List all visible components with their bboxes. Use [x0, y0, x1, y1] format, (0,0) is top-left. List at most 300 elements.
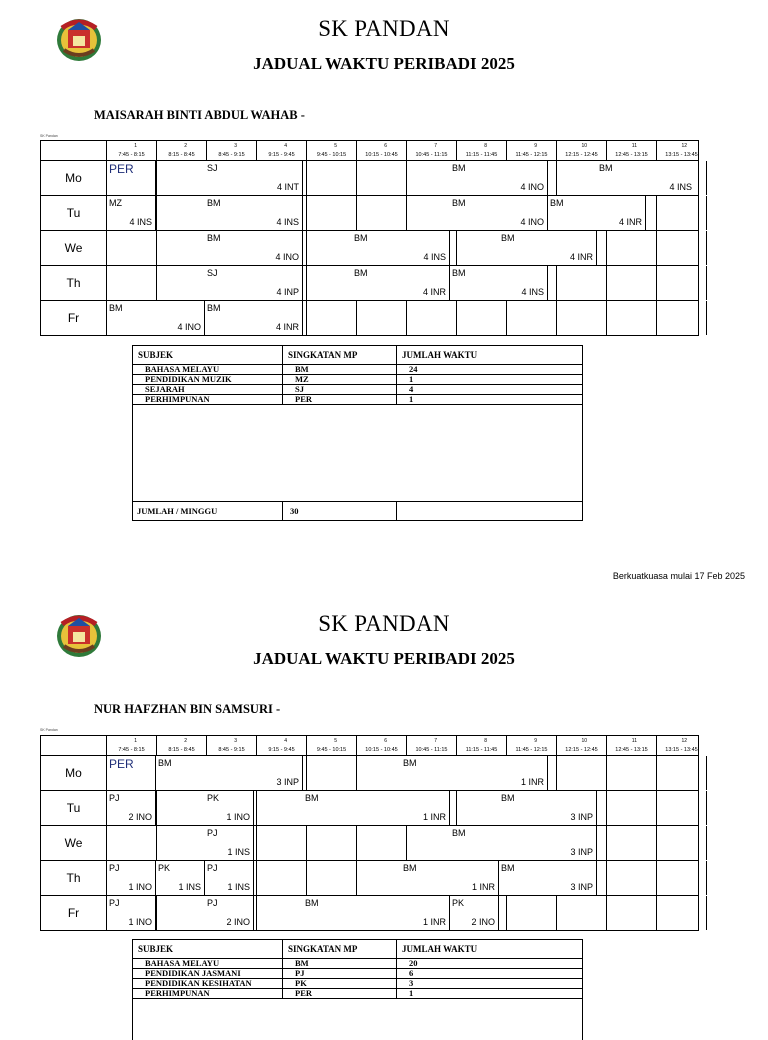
day-label: Th — [41, 861, 107, 895]
lesson-class: 4 INP — [276, 287, 299, 297]
timetable-cell — [607, 791, 657, 825]
period-header — [457, 736, 507, 755]
period-header — [557, 141, 607, 160]
period-time: 9:15 - 9:45 — [268, 747, 295, 753]
lesson-block — [303, 896, 450, 930]
timetable-cell — [407, 301, 457, 335]
lesson-block — [450, 161, 548, 195]
timetable-cell — [607, 826, 657, 860]
period-number: 8 — [484, 738, 487, 744]
summary-header — [133, 940, 582, 959]
lesson-block — [450, 196, 548, 230]
lesson-class: 2 INO — [226, 917, 250, 927]
periods-cell: 1 — [409, 374, 414, 384]
timetable-cell — [257, 861, 307, 895]
lesson-class: 4 INS — [129, 217, 152, 227]
day-label: We — [41, 826, 107, 860]
timetable-cell — [307, 161, 357, 195]
period-number: 4 — [284, 143, 287, 149]
lesson-subject: BM — [354, 233, 368, 243]
lesson-class: 4 INR — [569, 252, 593, 262]
effective-date-note: Berkuatkuasa mulai 17 Feb 2025 — [612, 571, 745, 581]
day-row — [41, 196, 698, 231]
lesson-class: 1 INO — [226, 812, 250, 822]
period-header — [357, 141, 407, 160]
lesson-subject: PK — [207, 793, 220, 803]
period-header — [207, 736, 257, 755]
subject-cell: PERHIMPUNAN — [133, 989, 283, 998]
period-header — [657, 141, 706, 160]
period-time: 7:45 - 8:15 — [118, 747, 145, 753]
period-number: 6 — [384, 738, 387, 744]
day-label: Tu — [41, 196, 107, 230]
timetable-cell — [307, 756, 357, 790]
lesson-subject: BM — [207, 303, 221, 313]
header-corner — [41, 141, 107, 160]
lesson-subject: BM — [354, 268, 368, 278]
period-number: 5 — [334, 143, 337, 149]
period-header — [257, 736, 307, 755]
timetable-cell — [507, 896, 557, 930]
timetable-cell — [457, 301, 507, 335]
day-row — [41, 826, 698, 861]
lesson-class: 2 INO — [471, 917, 495, 927]
lesson-subject: BM — [305, 898, 319, 908]
day-label: We — [41, 231, 107, 265]
lesson-class: 2 INO — [128, 812, 152, 822]
lesson-block — [107, 861, 156, 895]
table-row — [133, 395, 582, 405]
periods-cell: 6 — [409, 968, 414, 978]
lesson-block — [205, 896, 254, 930]
lesson-block — [107, 756, 156, 790]
period-number: 3 — [234, 738, 237, 744]
period-time: 8:15 - 8:45 — [168, 152, 195, 158]
lesson-subject: BM — [501, 793, 515, 803]
lesson-class: 4 INR — [275, 322, 299, 332]
timetable-cell — [307, 861, 357, 895]
school-name: SK PANDAN — [318, 16, 450, 41]
period-time: 8:15 - 8:45 — [168, 747, 195, 753]
periods-cell: 1 — [409, 988, 414, 998]
period-number: 11 — [631, 143, 637, 149]
timetable-cell — [607, 861, 657, 895]
timetable-cell — [357, 756, 407, 790]
abbreviation-cell: BM — [283, 365, 397, 374]
period-time: 10:45 - 11:15 — [415, 152, 448, 158]
day-row — [41, 896, 698, 930]
day-row — [41, 861, 698, 896]
subject-summary-table — [132, 345, 583, 521]
subject-cell: PENDIDIKAN JASMANI — [133, 969, 283, 978]
teacher-name: MAISARAH BINTI ABDUL WAHAB - — [94, 108, 305, 122]
timetable-cell — [357, 826, 407, 860]
periods-cell: 1 — [409, 394, 414, 404]
timetable-cell — [607, 896, 657, 930]
lesson-block — [499, 861, 597, 895]
lesson-subject: PK — [452, 898, 465, 908]
lesson-subject: SJ — [207, 163, 218, 173]
lesson-block — [450, 896, 499, 930]
subject-cell: PENDIDIKAN KESIHATAN — [133, 979, 283, 988]
timetable-cell — [607, 266, 657, 300]
lesson-class: 4 INO — [520, 182, 544, 192]
lesson-block — [499, 791, 597, 825]
subject-cell: BAHASA MELAYU — [133, 365, 283, 374]
lesson-subject: PJ — [109, 793, 120, 803]
lesson-block — [548, 196, 646, 230]
timetable-cell — [157, 161, 207, 195]
abbreviation-cell: PER — [283, 989, 397, 998]
lesson-subject: PER — [109, 162, 134, 176]
period-header — [157, 736, 207, 755]
timetable-cell — [257, 826, 307, 860]
lesson-class: 3 INP — [570, 847, 593, 857]
day-label: Th — [41, 266, 107, 300]
lesson-subject: BM — [158, 758, 172, 768]
table-row — [133, 989, 582, 999]
lesson-block — [205, 861, 254, 895]
lesson-class: 1 INO — [128, 917, 152, 927]
timetable-cell — [657, 196, 707, 230]
period-number: 7 — [434, 143, 437, 149]
header-corner — [41, 736, 107, 755]
period-header — [457, 141, 507, 160]
lesson-class: 1 INO — [128, 882, 152, 892]
period-number: 8 — [484, 143, 487, 149]
lesson-class: 4 INO — [520, 217, 544, 227]
lesson-class: 1 INR — [520, 777, 544, 787]
lesson-subject: BM — [452, 828, 466, 838]
lesson-block — [352, 231, 450, 265]
day-row — [41, 301, 698, 335]
header-total-periods: JUMLAH WAKTU — [402, 944, 478, 954]
day-row — [41, 266, 698, 301]
period-header — [107, 736, 157, 755]
lesson-block — [156, 756, 303, 790]
period-number: 12 — [681, 143, 687, 149]
lesson-subject: BM — [109, 303, 123, 313]
timetable-header-row — [41, 141, 698, 161]
timetable-cell — [507, 301, 557, 335]
timetable-cell — [157, 791, 207, 825]
timetable-cell — [657, 861, 707, 895]
timetable-cell — [307, 301, 357, 335]
lesson-subject: BM — [452, 163, 466, 173]
total-empty — [397, 502, 582, 520]
timetable-cell — [607, 756, 657, 790]
timetable-heading: JADUAL WAKTU PERIBADI 2025 — [253, 54, 515, 73]
timetable-cell — [257, 896, 307, 930]
lesson-block — [450, 266, 548, 300]
period-time: 12:15 - 12:45 — [565, 152, 598, 158]
timetable-cell — [307, 231, 357, 265]
period-header — [207, 141, 257, 160]
small-label: SK Pandan — [40, 728, 58, 732]
lesson-subject: BM — [403, 758, 417, 768]
day-label: Fr — [41, 896, 107, 930]
timetable-cell — [657, 231, 707, 265]
header-subject: SUBJEK — [133, 940, 283, 958]
subject-cell: BAHASA MELAYU — [133, 959, 283, 968]
period-header — [257, 141, 307, 160]
periods-cell: 20 — [409, 958, 418, 968]
period-number: 9 — [534, 143, 537, 149]
period-number: 7 — [434, 738, 437, 744]
period-time: 7:45 - 8:15 — [118, 152, 145, 158]
period-header — [607, 141, 657, 160]
summary-total-row — [133, 501, 582, 520]
lesson-subject: BM — [403, 863, 417, 873]
period-time: 8:45 - 9:15 — [218, 152, 245, 158]
lesson-block — [156, 861, 205, 895]
lesson-block — [107, 161, 156, 195]
lesson-block — [205, 231, 303, 265]
timetable-header-row — [41, 736, 698, 756]
abbreviation-cell: PER — [283, 395, 397, 404]
table-row — [133, 375, 582, 385]
lesson-block — [401, 861, 499, 895]
timetable-cell — [107, 826, 157, 860]
lesson-class: 1 INR — [422, 812, 446, 822]
lesson-block — [205, 301, 303, 335]
lesson-class: 4 INS — [423, 252, 446, 262]
period-number: 2 — [184, 738, 187, 744]
period-time: 11:15 - 11:45 — [465, 747, 498, 753]
period-time: 11:15 - 11:45 — [465, 152, 498, 158]
lesson-block — [499, 231, 597, 265]
timetable-cell — [157, 896, 207, 930]
period-number: 2 — [184, 143, 187, 149]
lesson-block — [597, 161, 695, 195]
day-label: Mo — [41, 161, 107, 195]
lesson-block — [205, 196, 303, 230]
abbreviation-cell: PJ — [283, 969, 397, 978]
header-abbreviation: SINGKATAN MP — [283, 940, 397, 958]
small-label: SK Pandan — [40, 134, 58, 138]
lesson-block — [401, 756, 548, 790]
period-header — [107, 141, 157, 160]
lesson-subject: BM — [305, 793, 319, 803]
timetable-cell — [307, 196, 357, 230]
period-header — [407, 141, 457, 160]
lesson-subject: SJ — [207, 268, 218, 278]
timetable-cell — [557, 301, 607, 335]
lesson-class: 4 INO — [275, 252, 299, 262]
abbreviation-cell: MZ — [283, 375, 397, 384]
abbreviation-cell: BM — [283, 959, 397, 968]
lesson-block — [107, 301, 205, 335]
period-header — [507, 736, 557, 755]
timetable-cell — [607, 301, 657, 335]
lesson-class: 1 INR — [422, 917, 446, 927]
day-row — [41, 791, 698, 826]
lesson-block — [107, 791, 156, 825]
lesson-subject: BM — [550, 198, 564, 208]
lesson-class: 1 INR — [471, 882, 495, 892]
day-row — [41, 161, 698, 196]
abbreviation-cell: PK — [283, 979, 397, 988]
timetable-cell — [357, 301, 407, 335]
header-subject: SUBJEK — [133, 346, 283, 364]
period-time: 11:45 - 12:15 — [515, 747, 548, 753]
timetable-cell — [107, 231, 157, 265]
lesson-class: 3 INP — [276, 777, 299, 787]
period-time: 8:45 - 9:15 — [218, 747, 245, 753]
timetable-grid — [40, 735, 699, 931]
period-number: 1 — [134, 738, 137, 744]
period-number: 3 — [234, 143, 237, 149]
lesson-subject: PJ — [207, 828, 218, 838]
day-row — [41, 756, 698, 791]
lesson-class: 4 INS — [521, 287, 544, 297]
period-time: 12:15 - 12:45 — [565, 747, 598, 753]
timetable-cell — [607, 231, 657, 265]
lesson-subject: BM — [452, 198, 466, 208]
lesson-class: 4 INT — [276, 182, 299, 192]
subject-cell: PERHIMPUNAN — [133, 395, 283, 404]
lesson-block — [205, 161, 303, 195]
period-header — [307, 141, 357, 160]
timetable-cell — [107, 266, 157, 300]
timetable-cell — [657, 791, 707, 825]
day-label: Mo — [41, 756, 107, 790]
periods-cell: 24 — [409, 364, 418, 374]
period-number: 9 — [534, 738, 537, 744]
lesson-subject: PER — [109, 757, 134, 771]
lesson-block — [205, 266, 303, 300]
period-time: 13:15 - 13:45 — [665, 152, 698, 158]
period-number: 1 — [134, 143, 137, 149]
lesson-block — [303, 791, 450, 825]
period-header — [157, 141, 207, 160]
header-abbreviation: SINGKATAN MP — [283, 346, 397, 364]
lesson-class: 4 INO — [177, 322, 201, 332]
period-number: 10 — [581, 143, 587, 149]
period-number: 10 — [581, 738, 587, 744]
day-row — [41, 231, 698, 266]
period-header — [507, 141, 557, 160]
timetable-cell — [657, 266, 707, 300]
period-time: 12:45 - 13:15 — [615, 152, 648, 158]
timetable-cell — [307, 826, 357, 860]
timetable-cell — [657, 826, 707, 860]
period-time: 11:45 - 12:15 — [515, 152, 548, 158]
timetable-cell — [657, 756, 707, 790]
period-number: 4 — [284, 738, 287, 744]
lesson-subject: PJ — [109, 863, 120, 873]
period-header — [407, 736, 457, 755]
subject-cell: PENDIDIKAN MUZIK — [133, 375, 283, 384]
lesson-class: 3 INP — [570, 812, 593, 822]
lesson-block — [450, 826, 597, 860]
timetable-cell — [557, 756, 607, 790]
day-label: Fr — [41, 301, 107, 335]
timetable-cell — [657, 301, 707, 335]
period-time: 13:15 - 13:45 — [665, 747, 698, 753]
timetable-cell — [357, 196, 407, 230]
lesson-block — [107, 896, 156, 930]
total-label: JUMLAH / MINGGU — [133, 502, 283, 520]
lesson-block — [352, 266, 450, 300]
period-number: 11 — [631, 738, 637, 744]
lesson-subject: BM — [501, 233, 515, 243]
teacher-name: NUR HAFZHAN BIN SAMSURI - — [94, 702, 281, 716]
periods-cell: 4 — [409, 384, 414, 394]
lesson-class: 4 INR — [618, 217, 642, 227]
period-time: 12:45 - 13:15 — [615, 747, 648, 753]
timetable-heading: JADUAL WAKTU PERIBADI 2025 — [253, 649, 515, 668]
period-header — [307, 736, 357, 755]
timetable-cell — [257, 791, 307, 825]
lesson-class: 4 INS — [276, 217, 299, 227]
lesson-subject: PK — [158, 863, 171, 873]
lesson-class: 4 INR — [422, 287, 446, 297]
period-time: 9:45 - 10:15 — [316, 152, 347, 158]
total-value: 30 — [283, 502, 397, 520]
timetable-cell — [357, 861, 407, 895]
lesson-class: 4 INS — [669, 182, 692, 192]
timetable-grid — [40, 140, 699, 336]
period-time: 9:45 - 10:15 — [316, 747, 347, 753]
lesson-block — [205, 791, 254, 825]
period-number: 5 — [334, 738, 337, 744]
period-header — [357, 736, 407, 755]
abbreviation-cell: SJ — [283, 385, 397, 394]
subject-summary-table — [132, 939, 583, 1040]
lesson-subject: PJ — [207, 898, 218, 908]
period-header — [657, 736, 706, 755]
period-time: 10:45 - 11:15 — [415, 747, 448, 753]
lesson-block — [107, 196, 156, 230]
lesson-class: 1 INS — [227, 882, 250, 892]
lesson-subject: PJ — [207, 863, 218, 873]
period-header — [607, 736, 657, 755]
timetable-cell — [557, 266, 607, 300]
timetable-cell — [157, 231, 207, 265]
summary-header — [133, 346, 582, 365]
period-header — [557, 736, 607, 755]
timetable-cell — [357, 161, 407, 195]
timetable-cell — [307, 266, 357, 300]
timetable-cell — [157, 196, 207, 230]
lesson-class: 1 INS — [227, 847, 250, 857]
periods-cell: 3 — [409, 978, 414, 988]
period-number: 12 — [681, 738, 687, 744]
period-number: 6 — [384, 143, 387, 149]
lesson-subject: PJ — [109, 898, 120, 908]
lesson-subject: BM — [207, 198, 221, 208]
timetable-cell — [157, 266, 207, 300]
lesson-subject: MZ — [109, 198, 122, 208]
school-name: SK PANDAN — [318, 611, 450, 636]
header-total-periods: JUMLAH WAKTU — [402, 350, 478, 360]
subject-cell: SEJARAH — [133, 385, 283, 394]
lesson-subject: BM — [501, 863, 515, 873]
timetable-cell — [157, 826, 207, 860]
timetable-cell — [557, 896, 607, 930]
day-label: Tu — [41, 791, 107, 825]
period-time: 9:15 - 9:45 — [268, 152, 295, 158]
lesson-subject: BM — [599, 163, 613, 173]
lesson-subject: BM — [207, 233, 221, 243]
period-time: 10:15 - 10:45 — [365, 747, 398, 753]
lesson-class: 1 INS — [178, 882, 201, 892]
lesson-subject: BM — [452, 268, 466, 278]
period-time: 10:15 - 10:45 — [365, 152, 398, 158]
lesson-block — [205, 826, 254, 860]
timetable-cell — [657, 896, 707, 930]
